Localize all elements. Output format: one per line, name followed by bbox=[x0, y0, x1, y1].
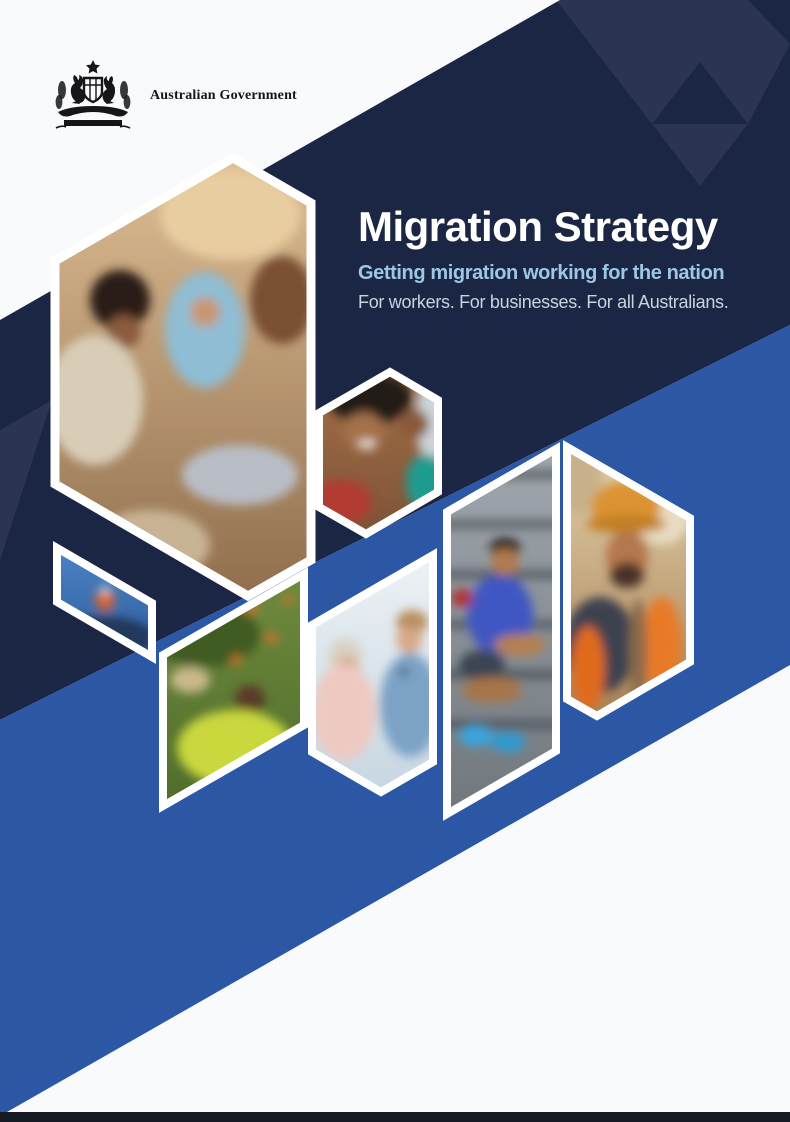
hero-text-block bbox=[358, 204, 778, 313]
footer-bar bbox=[0, 1112, 790, 1122]
cover-title: Migration Strategy bbox=[358, 203, 718, 250]
coat-of-arms-icon bbox=[50, 56, 136, 136]
gov-logo-text: Australian Government bbox=[150, 88, 297, 103]
cover-tagline: For workers. For businesses. For all Australians. bbox=[358, 292, 729, 313]
cover-subtitle: Getting migration working for the nation bbox=[358, 262, 725, 285]
australian-government-logo bbox=[50, 56, 297, 136]
